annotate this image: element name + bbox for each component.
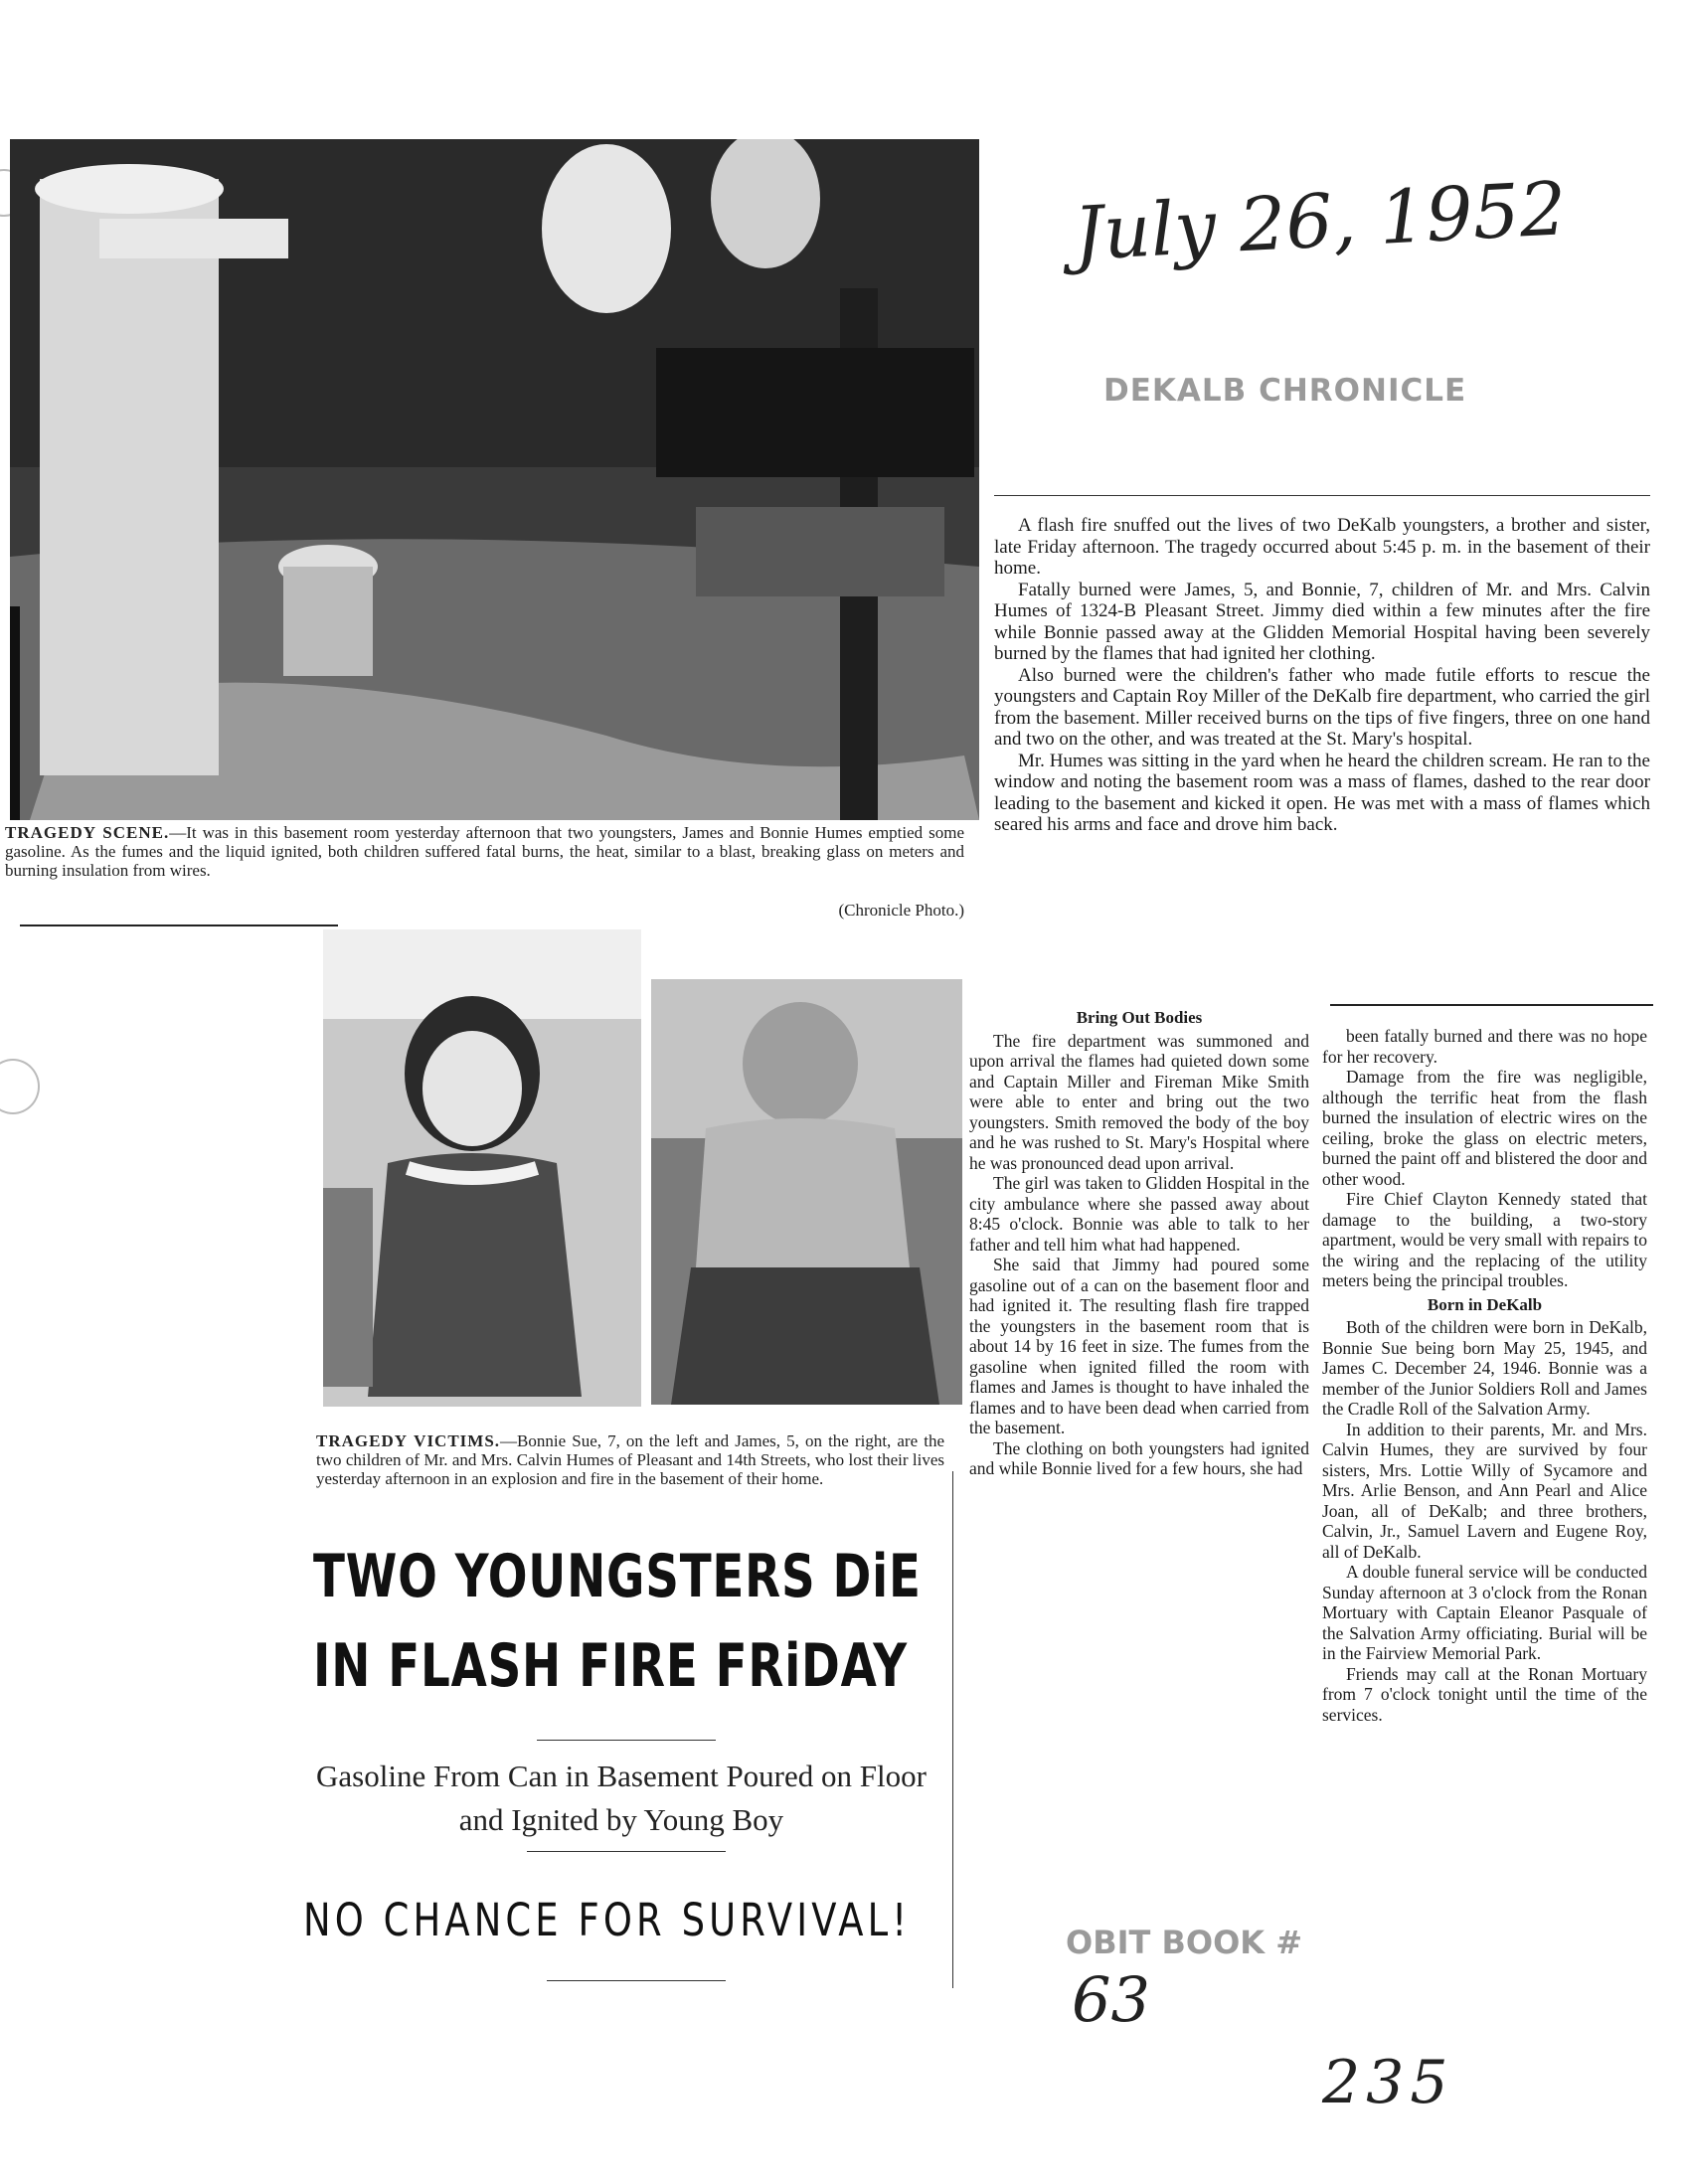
story-paragraph: A flash fire snuffed out the lives of two DeKalb youngsters, a brother and sister, late Friday afternoon. The tragedy occurred about 5:45 p. m. in the basement of their home. [994, 515, 1650, 579]
headline-line1: TWO YOUNGSTERS DiE [313, 1542, 922, 1611]
story-paragraph: In addition to their parents, Mr. and Mrs. Calvin Humes, they are survived by four sisters, Mrs. Lottie Willy of Sycamore and Mrs. Arlie Benson, and Ann Pearl and Alice Joan, all of DeKalb; and three brothers, Calvin, Jr., Samuel Lavern and Eugene Roy, all of DeKalb. [1322, 1419, 1647, 1562]
boy-portrait-illustration [651, 979, 962, 1405]
scene-caption [5, 823, 964, 880]
girl-portrait-illustration [323, 929, 641, 1407]
deck-subheadline: Gasoline From Can in Basement Poured on Floor and Ignited by Young Boy [316, 1759, 927, 1837]
story-paragraph: Fatally burned were James, 5, and Bonnie, 7, children of Mr. and Mrs. Calvin Humes of 1324-B Pleasant Street. Jimmy died within a few minutes after the fire while Bonnie passed away at the Glidden Memorial Hospital having been severely burned by the flames that had ignited her clothing. [994, 579, 1650, 664]
james-photo [651, 979, 962, 1405]
source-stamp: DEKALB CHRONICLE [1103, 373, 1467, 409]
story-intro [994, 515, 1650, 836]
story-paragraph: The clothing on both youngsters had ignited and while Bonnie lived for a few hours, she had [969, 1437, 1309, 1478]
page-number: 235 [1322, 2048, 1454, 2117]
story-column-right [1322, 1026, 1647, 1725]
right-column-rule [1330, 1004, 1653, 1006]
deck-rule [527, 1851, 726, 1852]
victims-caption-text: —Bonnie Sue, 7, on the left and James, 5, on the right, are the two children of Mr. and Mrs. Calvin Humes of Pleasant and 14th Streets, who lost their lives yesterday afternoon in an explosion and fire in the basement of their home. [316, 1431, 944, 1488]
handwritten-date: July 26, 1952 [1072, 166, 1569, 277]
scene-caption-label: TRAGEDY SCENE. [5, 823, 170, 842]
kicker-rule [547, 1980, 726, 1981]
story-top-rule [994, 495, 1650, 496]
story-paragraph: A double funeral service will be conducted Sunday afternoon at 3 o'clock from the Ronan Mortuary with Captain Eleanor Pasquale of the Salvation Army officiating. Burial will be in the Fairview Memorial Park. [1322, 1562, 1647, 1663]
bonnie-photo [323, 929, 641, 1407]
divider-rule [20, 924, 338, 926]
headline-line2: IN FLASH FIRE FRiDAY [313, 1631, 908, 1701]
tragedy-scene-photo [10, 139, 979, 820]
photo-credit: (Chronicle Photo.) [838, 901, 964, 920]
victims-caption [316, 1431, 944, 1488]
story-paragraph: Both of the children were born in DeKalb, Bonnie Sue being born May 25, 1945, and James C. December 24, 1946. Bonnie was a member of the Junior Soldiers Roll and James the Cradle Roll of the Salvation Army. [1322, 1317, 1647, 1419]
story-paragraph: She said that Jimmy had poured some gasoline out of a can on the basement floor and had ignited it. The resulting flash fire trapped the youngsters in the basement room that is about 14 by 16 feet in size. The fumes from the gasoline when ignited filled the room with flames and James is thought to have inhaled the flames and to have been dead when carried from the basement. [969, 1255, 1309, 1437]
story-column-left [969, 1004, 1309, 1479]
column-divider [952, 1471, 953, 1988]
story-paragraph: The girl was taken to Glidden Hospital in the city ambulance where she passed away about 8:45 o'clock. Bonnie was able to talk to her father and tell him what had happened. [969, 1173, 1309, 1255]
victims-caption-label: TRAGEDY VICTIMS. [316, 1431, 501, 1450]
scene-caption-text: —It was in this basement room yesterday afternoon that two youngsters, James and Bonnie Humes emptied some gasoline. As the fumes and the liquid ignited, both children suffered fatal burns, the heat, similar to a blast, breaking glass on meters and burning insulation from wires. [5, 823, 964, 880]
punch-hole-middle [0, 1059, 40, 1114]
story-paragraph: been fatally burned and there was no hope for her recovery. [1322, 1026, 1647, 1067]
story-paragraph: Fire Chief Clayton Kennedy stated that damage to the building, a two-story apartment, would be very small with repairs to the wiring and the replacing of the utility meters being the principal troubles. [1322, 1189, 1647, 1290]
headline-rule [537, 1740, 716, 1741]
kicker-headline: NO CHANCE FOR SURVIVAL! [303, 1894, 912, 1946]
story-paragraph: The fire department was summoned and upon arrival the flames had quieted down some and Captain Miller and Fireman Mike Smith were able to enter and bring out the two youngsters. Smith removed the body of the boy and he was rushed to St. Mary's Hospital where he was pronounced dead upon arrival. [969, 1030, 1309, 1173]
subhead-bring-out-bodies: Bring Out Bodies [1076, 1008, 1203, 1027]
obit-book-number: 63 [1072, 1963, 1150, 2036]
subhead-born-in-dekalb: Born in DeKalb [1427, 1294, 1543, 1314]
obit-book-stamp: OBIT BOOK # [1066, 1924, 1303, 1961]
story-paragraph: Damage from the fire was negligible, although the terrific heat from the flash burned the insulation of electric wires on the ceiling, broke the glass on electric meters, burned the paint off and blistered the door and other wood. [1322, 1067, 1647, 1189]
story-paragraph: Also burned were the children's father who made futile efforts to rescue the youngsters and Captain Roy Miller of the DeKalb fire department, who carried the girl from the basement. Miller received burns on the tips of five fingers, three on one hand and two on the other, and was treated at the St. Mary's hospital. [994, 664, 1650, 750]
story-paragraph: Mr. Humes was sitting in the yard when he heard the children scream. He ran to the window and noting the basement room was a mass of flames, dashed to the rear door leading to the basement and kicked it open. He was met with a mass of flames which seared his arms and face and drove him back. [994, 750, 1650, 835]
basement-scene-illustration [10, 139, 979, 820]
story-paragraph: Friends may call at the Ronan Mortuary from 7 o'clock tonight until the time of the services. [1322, 1663, 1647, 1725]
